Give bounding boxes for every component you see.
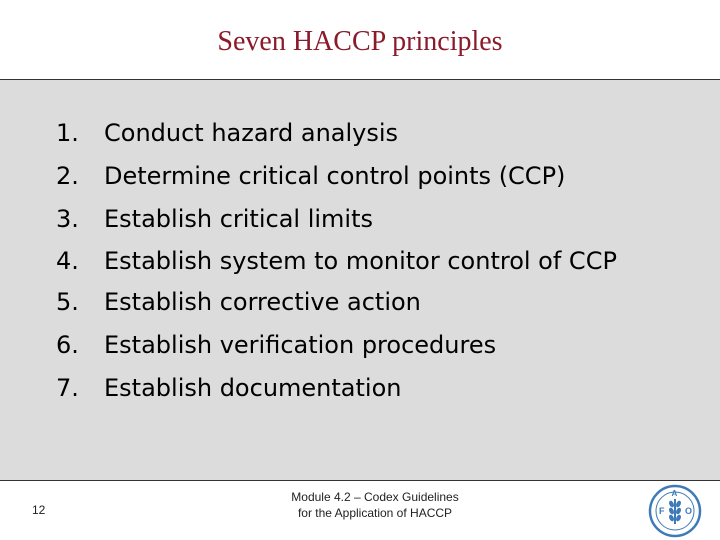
list-number: 1. — [56, 119, 79, 147]
svg-text:F: F — [659, 506, 665, 516]
list-number: 5. — [56, 288, 79, 316]
list-item — [56, 112, 676, 155]
list-text: Establish verification procedures — [104, 331, 497, 359]
list-text: Establish documentation — [104, 374, 402, 402]
footer-caption — [250, 489, 500, 521]
list-text: Conduct hazard analysis — [104, 119, 399, 147]
list-number: 7. — [56, 374, 79, 402]
list-number: 6. — [56, 331, 79, 359]
list-item — [56, 155, 676, 198]
list-item — [56, 241, 644, 281]
list-text: Establish system to monitor control of CCP — [104, 247, 617, 275]
list-number: 2. — [56, 162, 79, 190]
list-item — [56, 198, 676, 241]
title-bar — [0, 0, 720, 80]
list-number: 3. — [56, 205, 79, 233]
slide-content — [0, 88, 720, 460]
slide-title: Seven HACCP principles — [217, 25, 503, 57]
list-text: Establish corrective action — [104, 288, 421, 316]
footer-line-1: Module 4.2 – Codex Guidelines — [291, 490, 459, 504]
footer-line-2: for the Application of HACCP — [297, 506, 453, 520]
footer — [0, 480, 720, 540]
list-text: Determine critical control points (CCP) — [104, 162, 566, 190]
list-number: 4. — [56, 247, 79, 275]
svg-text:A: A — [671, 489, 678, 498]
list-item — [56, 281, 676, 324]
list-text: Establish critical limits — [104, 205, 374, 233]
svg-text:O: O — [685, 506, 693, 516]
principles-list — [56, 112, 676, 410]
fao-logo-icon — [648, 484, 702, 538]
list-item — [56, 367, 676, 410]
page-number: 12 — [32, 503, 46, 517]
list-item — [56, 324, 676, 367]
